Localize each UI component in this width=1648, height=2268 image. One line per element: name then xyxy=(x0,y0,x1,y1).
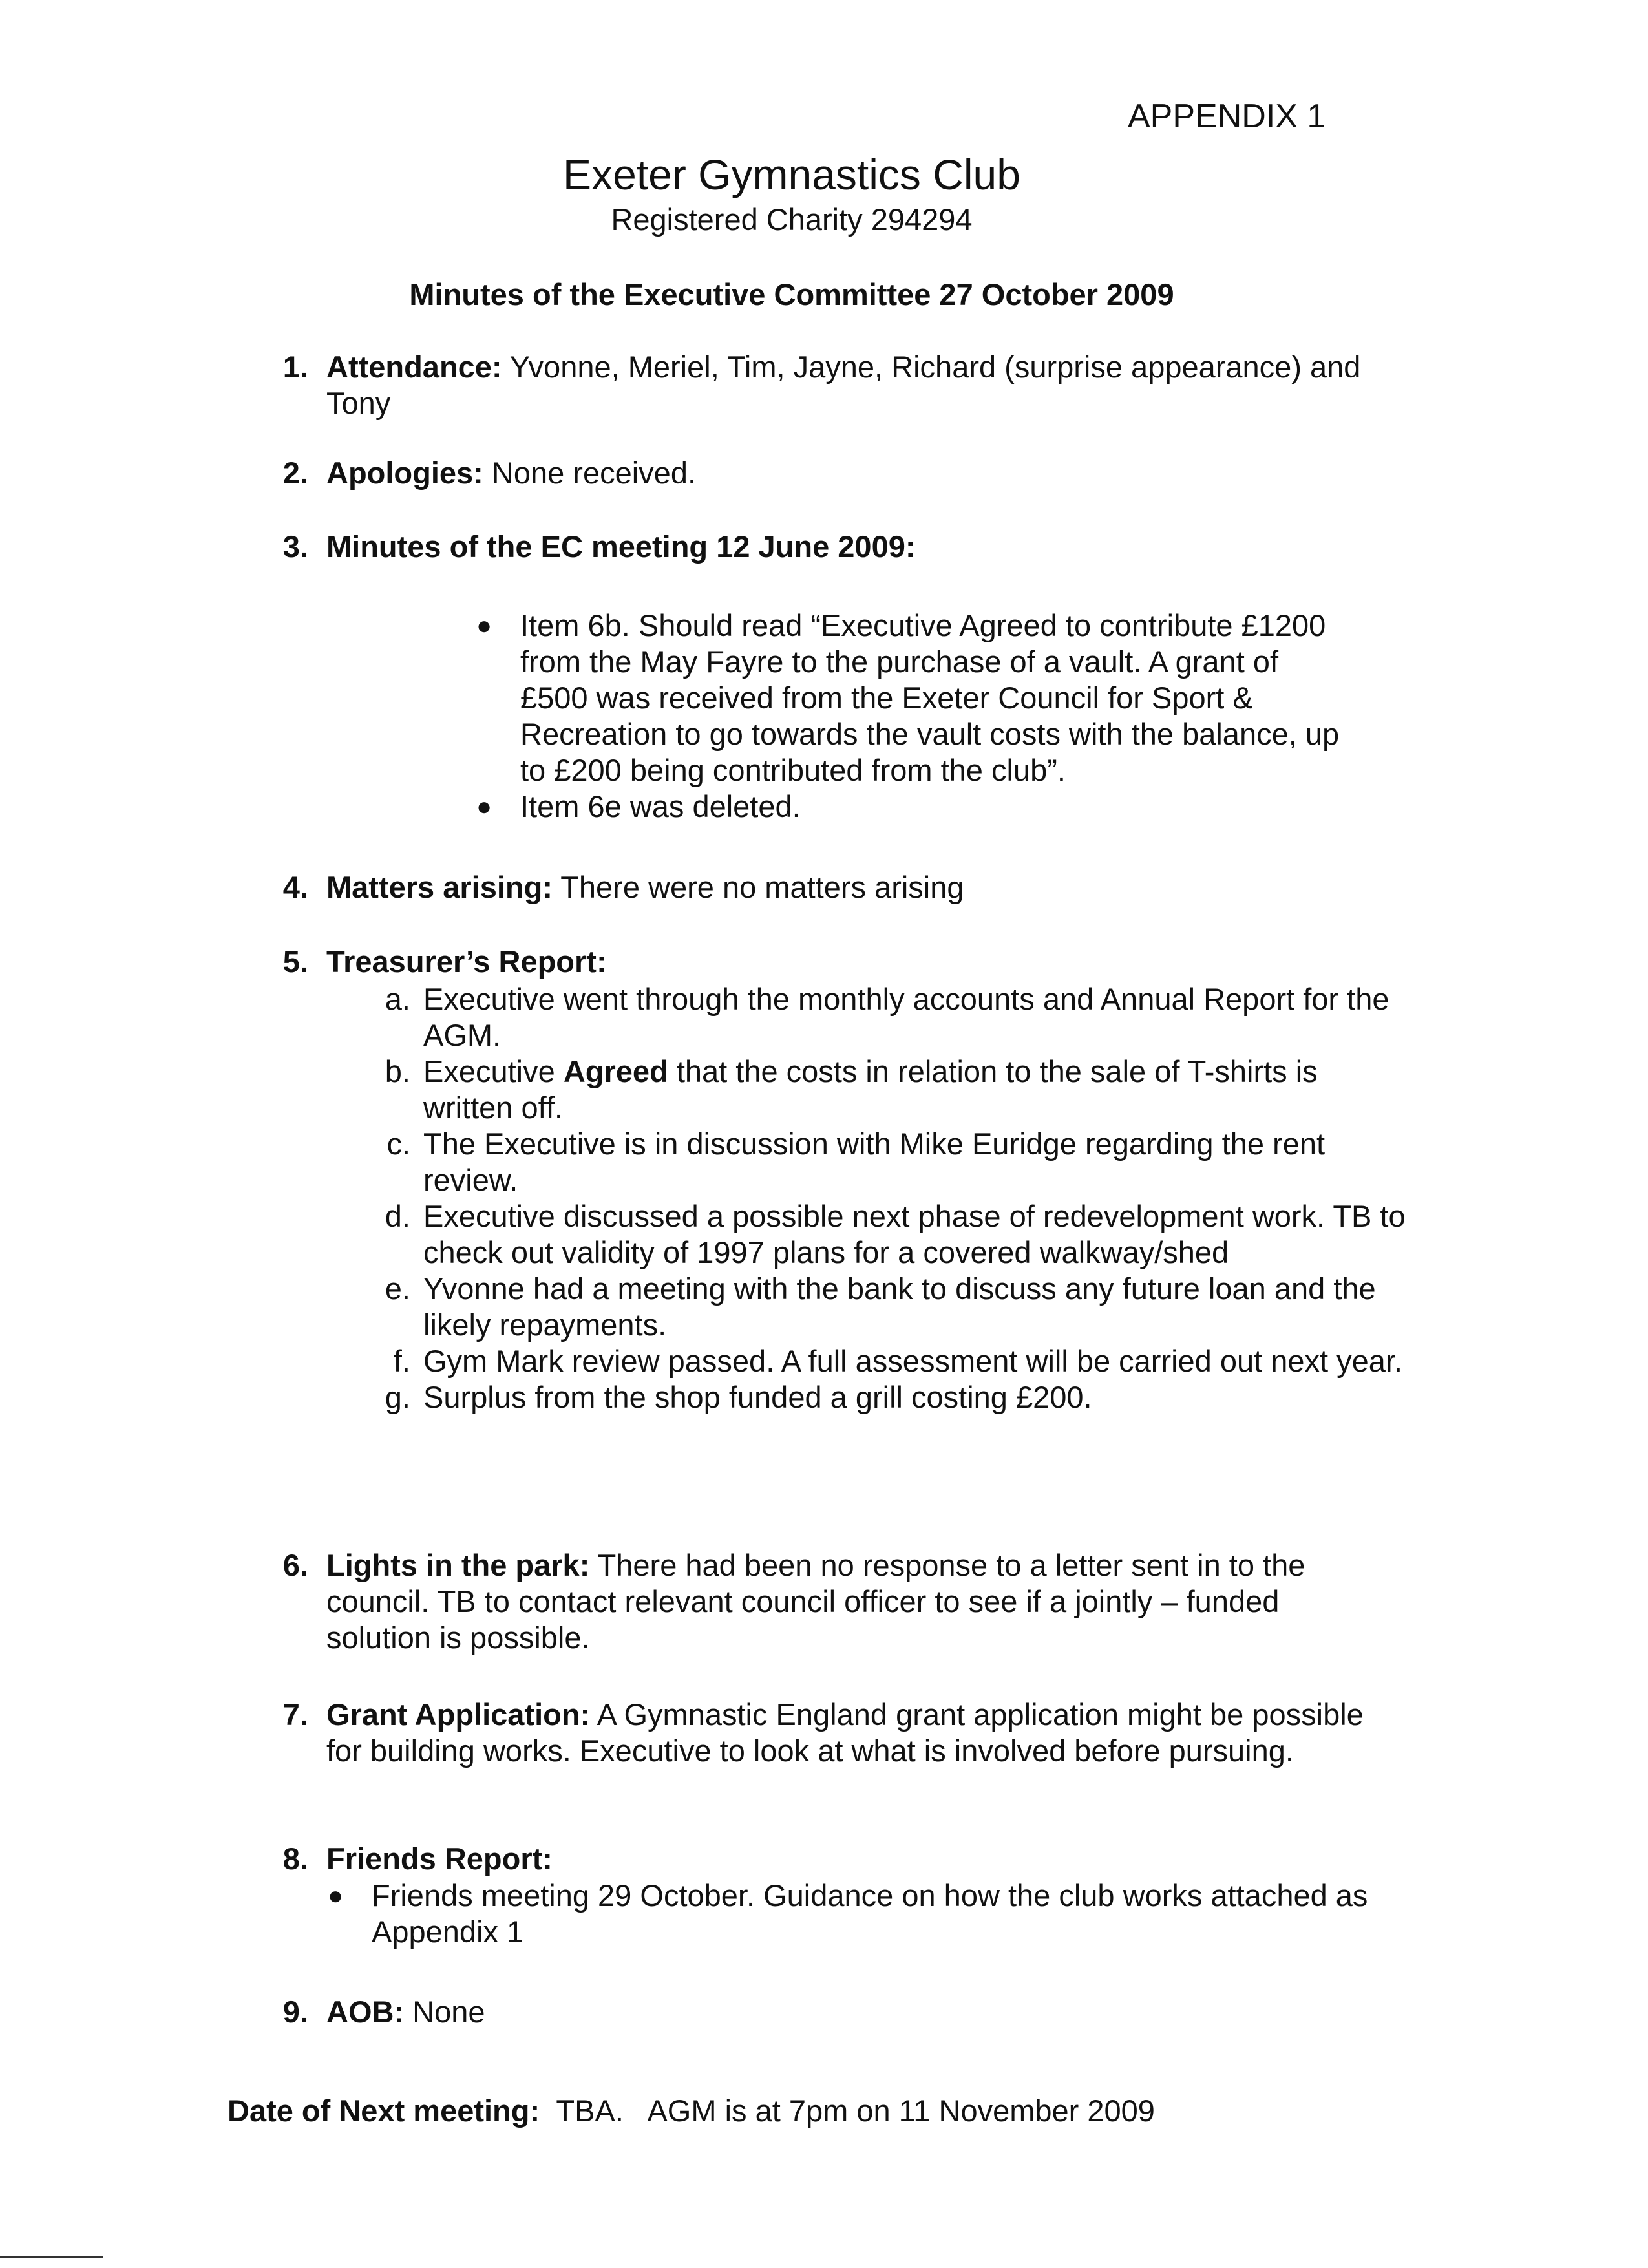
item-label: Lights in the park: xyxy=(326,1548,590,1582)
previous-minutes-bullets xyxy=(476,608,1347,825)
item-number: 4. xyxy=(282,870,308,904)
bullet-text: Item 6b. Should read “Executive Agreed to contribute £1200 from the May Fayre to the purchase of a vault. A grant of £500 was received from the Exeter Council for Sport & Recreation to go towards the vault costs with the balance, up to £200 being contributed from the club”. xyxy=(520,608,1340,787)
item-label: AOB: xyxy=(326,1995,405,2029)
treasurers-report-list xyxy=(385,981,1406,1415)
item-content xyxy=(326,1547,1373,1656)
bullet-text: Item 6e was deleted. xyxy=(520,789,801,823)
item-label: Friends Report: xyxy=(326,1841,553,1876)
item-label: Treasurer’s Report: xyxy=(326,944,607,979)
friends-report-bullets xyxy=(328,1878,1406,1950)
sub-text-post: that the costs in relation to the sale of T-shirts is written off. xyxy=(423,1054,1318,1125)
item-text: There had been no response to a letter sent in to the council. TB to contact relevant council officer to see if a jointly – funded solution is possible. xyxy=(326,1548,1305,1655)
bullet-icon: ● xyxy=(328,1881,344,1910)
sub-text-pre: Executive xyxy=(423,1054,564,1088)
list-item xyxy=(393,1343,1406,1379)
next-meeting-label: Date of Next meeting: xyxy=(227,2093,540,2128)
bullet-text: Friends meeting 29 October. Guidance on how the club works attached as Appendix 1 xyxy=(372,1878,1368,1949)
sub-letter: a. xyxy=(385,982,410,1016)
item-number: 6. xyxy=(282,1548,308,1582)
item-number: 1. xyxy=(282,350,308,384)
org-name: Exeter Gymnastics Club xyxy=(563,151,1020,198)
item-text: None received. xyxy=(483,456,697,490)
sub-letter: f. xyxy=(393,1344,410,1378)
item-number: 3. xyxy=(282,529,308,564)
item-label: Matters arising: xyxy=(326,870,553,904)
sub-letter: d. xyxy=(385,1199,410,1233)
item-label: Attendance: xyxy=(326,350,502,384)
footer-divider xyxy=(0,2256,103,2258)
item-number: 2. xyxy=(282,456,308,490)
sub-text: Executive discussed a possible next phase of redevelopment work. TB to check out validity of 1997 plans for a covered walkway/shed xyxy=(423,1199,1406,1269)
item-number: 7. xyxy=(282,1697,308,1732)
sub-letter: e. xyxy=(385,1271,410,1306)
item-content xyxy=(326,349,1373,421)
sub-text: The Executive is in discussion with Mike Euridge regarding the rent review. xyxy=(423,1127,1326,1197)
bullet-icon: ● xyxy=(476,792,492,821)
item-content xyxy=(326,1841,1373,1877)
list-item xyxy=(385,1198,1406,1271)
list-item xyxy=(385,1379,1406,1415)
list-item xyxy=(385,981,1406,1054)
list-item xyxy=(476,789,1347,825)
sub-letter: g. xyxy=(385,1380,410,1414)
list-item xyxy=(386,1126,1406,1198)
sub-text: Yvonne had a meeting with the bank to discuss any future loan and the likely repayments. xyxy=(423,1271,1376,1342)
sub-letter: b. xyxy=(385,1054,410,1088)
next-meeting xyxy=(227,2093,1155,2128)
item-label: Grant Application: xyxy=(326,1697,591,1732)
item-content xyxy=(326,1994,1373,2030)
list-item xyxy=(385,1054,1406,1126)
item-text: A Gymnastic England grant application might be possible for building works. Executive to look at what is involved before pursuing. xyxy=(326,1697,1364,1768)
list-item xyxy=(385,1271,1406,1343)
item-content xyxy=(326,869,1373,906)
item-text: There were no matters arising xyxy=(552,870,964,904)
sub-text-bold: Agreed xyxy=(563,1054,668,1088)
sub-letter: c. xyxy=(386,1127,410,1161)
document-title: Minutes of the Executive Committee 27 October 2009 xyxy=(409,277,1174,312)
appendix-label: APPENDIX 1 xyxy=(1128,98,1326,135)
item-content xyxy=(326,529,1373,565)
item-content xyxy=(326,1697,1373,1769)
item-content xyxy=(326,455,1373,491)
sub-text: Gym Mark review passed. A full assessment will be carried out next year. xyxy=(423,1344,1403,1378)
list-item xyxy=(328,1878,1406,1950)
item-content xyxy=(326,944,1373,980)
charity-number: Registered Charity 294294 xyxy=(611,202,973,237)
sub-text: Executive went through the monthly accounts and Annual Report for the AGM. xyxy=(423,982,1389,1052)
list-item xyxy=(476,608,1347,789)
item-text: Yvonne, Meriel, Tim, Jayne, Richard (surprise appearance) and Tony xyxy=(326,350,1361,420)
item-text: None xyxy=(404,1995,485,2029)
item-number: 5. xyxy=(282,944,308,979)
item-label: Apologies: xyxy=(326,456,483,490)
bullet-icon: ● xyxy=(476,611,492,640)
item-label: Minutes of the EC meeting 12 June 2009: xyxy=(326,529,916,564)
item-number: 8. xyxy=(282,1841,308,1876)
item-number: 9. xyxy=(282,1995,308,2029)
sub-text: Surplus from the shop funded a grill costing £200. xyxy=(423,1380,1092,1414)
next-meeting-text: TBA. AGM is at 7pm on 11 November 2009 xyxy=(540,2093,1155,2128)
